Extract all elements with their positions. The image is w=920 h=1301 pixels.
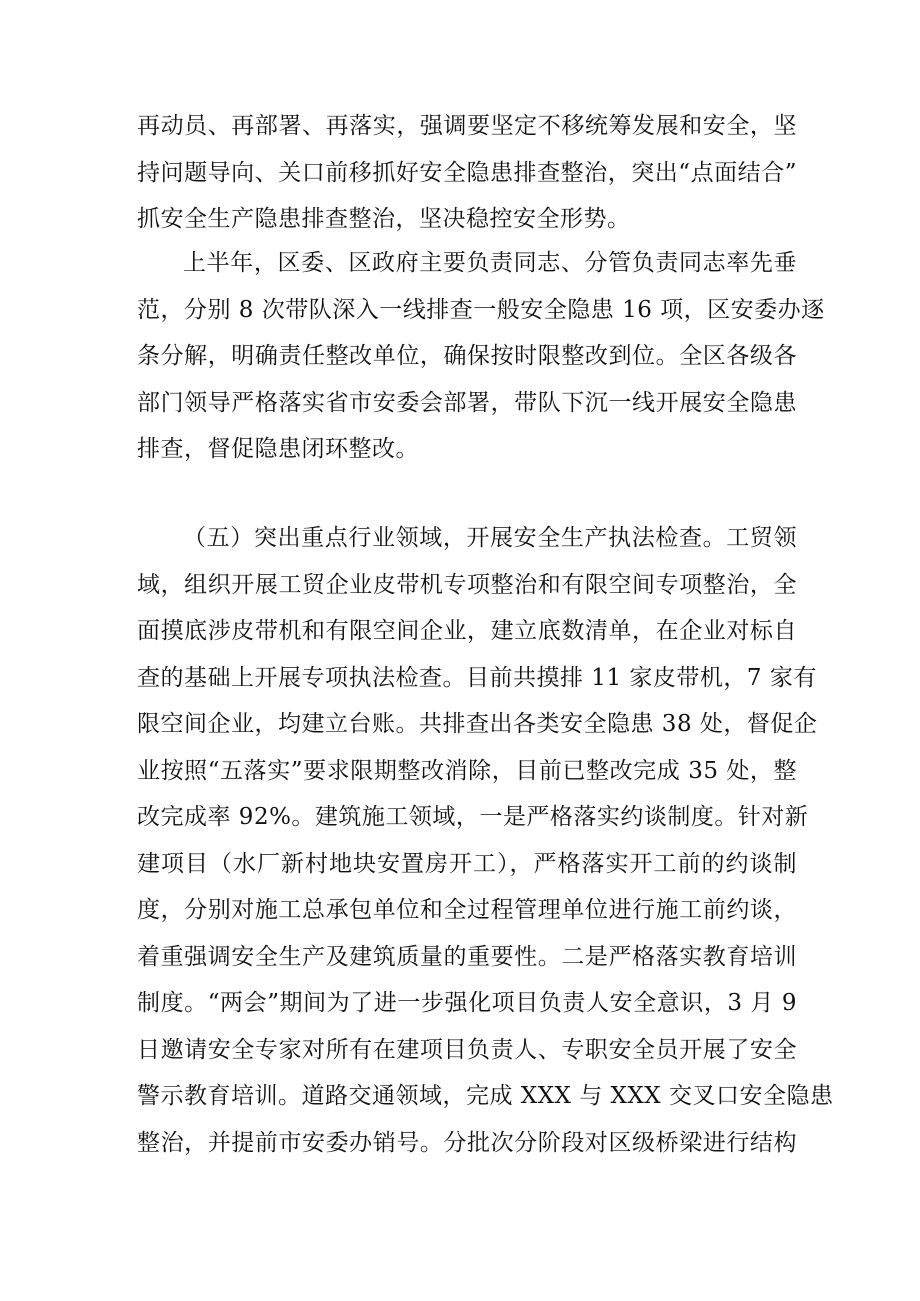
text-line: 上半年，区委、区政府主要负责同志、分管负责同志率先垂 [183, 250, 797, 276]
text-line: 度，分别对施工总承包单位和全过程管理单位进行施工前约谈， [137, 897, 797, 923]
text-line: 制度。“两会”期间为了进一步强化项目负责人安全意识，3 月 9 [137, 990, 797, 1016]
text-line: 部门领导严格落实省市安委会部署，带队下沉一线开展安全隐患 [137, 389, 797, 416]
text-line: 面摸底涉皮带机和有限空间企业，建立底数清单，在企业对标自 [137, 618, 797, 644]
text-line: 抓安全生产隐患排查整治，坚决稳控安全形势。 [137, 206, 631, 232]
text-line: 着重强调安全生产及建筑质量的重要性。二是严格落实教育培训 [137, 943, 797, 970]
text-line: 查的基础上开展专项执法检查。目前共摸排 11 家皮带机，7 家有 [137, 664, 817, 691]
text-line: 整治，并提前市安委办销号。分批次分阶段对区级桥梁进行结构 [137, 1129, 797, 1156]
text-line: 改完成率 92%。建筑施工领域，一是严格落实约谈制度。针对新 [137, 804, 809, 830]
text-line: 警示教育培训。道路交通领域，完成 XXX 与 XXX 交叉口安全隐患 [137, 1083, 834, 1109]
text-line: （五）突出重点行业领域，开展安全生产执法检查。工贸领 [183, 525, 797, 551]
text-line: 范，分别 8 次带队深入一线排查一般安全隐患 16 项，区安委办逐 [137, 296, 825, 323]
text-line: 域，组织开展工贸企业皮带机专项整治和有限空间专项整治，全 [137, 571, 797, 598]
text-line: 持问题导向、关口前移抓好安全隐患排查整治，突出“点面结合” [137, 159, 797, 186]
text-line: 条分解，明确责任整改单位，确保按时限整改到位。全区各级各 [137, 343, 797, 369]
text-line: 业按照“五落实”要求限期整改消除，目前已整改完成 35 处，整 [137, 757, 797, 784]
text-line: 日邀请安全专家对所有在建项目负责人、专职安全员开展了安全 [137, 1036, 797, 1063]
text-line: 建项目（水厂新村地块安置房开工），严格落实开工前的约谈制 [137, 850, 797, 877]
paragraph-2 [137, 240, 825, 473]
text-line: 再动员、再部署、再落实，强调要坚定不移统筹发展和安全，坚 [137, 113, 797, 139]
paragraph-3 [137, 515, 834, 1166]
paragraph-1 [137, 103, 797, 243]
text-line: 排查，督促隐患闭环整改。 [137, 436, 419, 462]
text-line: 限空间企业，均建立台账。共排查出各类安全隐患 38 处，督促企 [137, 711, 818, 737]
